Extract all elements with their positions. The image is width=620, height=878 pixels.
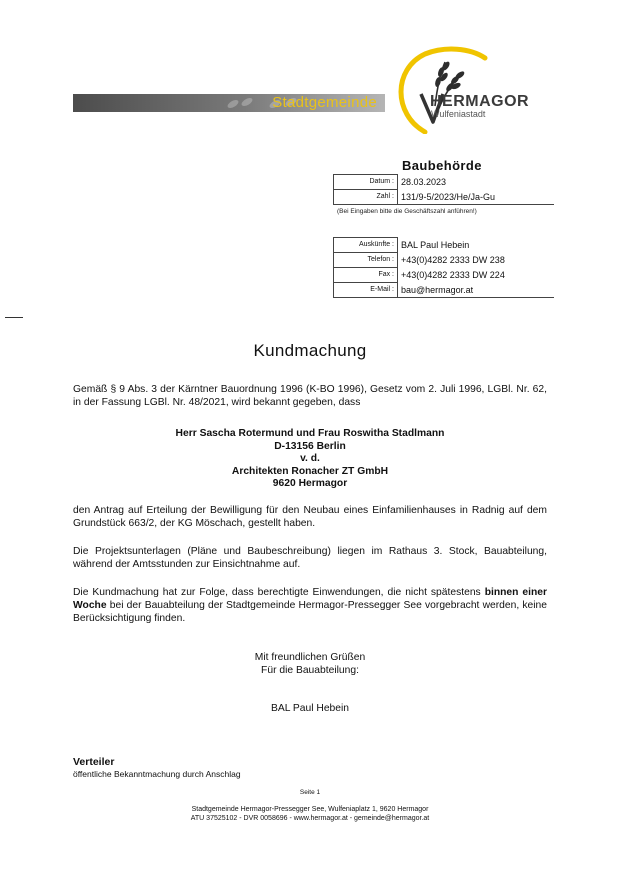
consequence-text-end: bei der Bauabteilung der Stadtgemeinde Hermagor-Pressegger See vorgebracht werden, keine Berücksichtigung finden.: [73, 600, 547, 624]
signatory-name: BAL Paul Hebein: [270, 703, 350, 714]
distribution-text: öffentliche Bekanntmachung durch Anschlag: [73, 769, 241, 779]
banner-text: Stadtgemeinde: [272, 94, 377, 111]
reference-row-date: [334, 175, 555, 190]
consequence-paragraph: [73, 586, 547, 625]
reference-row-number: [334, 190, 555, 205]
contact-label: E-Mail :: [334, 283, 398, 298]
contact-label: Telefon :: [334, 253, 398, 268]
contact-table: [333, 237, 554, 298]
date-value: 28.03.2023: [401, 177, 447, 187]
party-line: Herr Sascha Rotermund und Frau Roswitha Stadlmann: [175, 428, 445, 439]
logo-title: HERMAGOR: [430, 93, 530, 110]
fold-mark: [5, 317, 23, 318]
footer-address: Stadtgemeinde Hermagor-Pressegger See, Wulfeniaplatz 1, 9620 Hermagor: [191, 806, 429, 813]
closing-greeting: Mit freundlichen Grüßen: [254, 652, 366, 663]
party-line: Architekten Ronacher ZT GmbH: [231, 465, 389, 477]
file-number-value: 131/9-5/2023/He/Ja-Gu: [398, 190, 555, 205]
page-number: Seite 1: [299, 789, 321, 796]
contact-row: [334, 238, 555, 253]
document-heading: Kundmachung: [253, 341, 367, 360]
application-paragraph: den Antrag auf Erteilung der Bewilligung für den Neubau eines Einfamilienhauses in Radnig auf dem Grundstück 663/2, der KG Möschach, gestellt haben.: [73, 505, 547, 529]
consequence-text-start: Die Kundmachung hat zur Folge, dass berechtigte Einwendungen, die nicht spätestens: [73, 587, 485, 598]
contact-row: [334, 268, 555, 283]
date-label: Datum :: [334, 175, 398, 190]
intro-paragraph: Gemäß § 9 Abs. 3 der Kärntner Bauordnung 1996 (K-BO 1996), Gesetz vom 2. Juli 1996, LGBl. Nr. 62, in der Fassung LGBl. Nr. 48/2021, wird bekannt gegeben, dass: [73, 384, 547, 408]
closing-department: Für die Bauabteilung:: [261, 665, 359, 676]
header-banner: [73, 94, 385, 112]
contact-row: [334, 283, 555, 298]
parties-block: [73, 428, 547, 491]
file-number-label: Zahl :: [334, 190, 398, 205]
footer: [0, 805, 620, 823]
closing-block: [0, 651, 620, 677]
deadline-text: binnen einer Woche: [73, 587, 548, 611]
documents-paragraph: Die Projektsunterlagen (Pläne und Baubeschreibung) liegen im Rathaus 3. Stock, Bauabteilung, während der Amtsstunden zur Einsichtnahme auf.: [73, 546, 547, 570]
reference-table: [333, 174, 554, 205]
reference-note: (Bei Eingaben bitte die Geschäftszahl anführen!): [337, 208, 477, 215]
wheat-ears-sun-icon: [385, 44, 545, 134]
distribution-title: Verteiler: [73, 756, 115, 768]
contact-value: BAL Paul Hebein: [401, 240, 470, 250]
contact-label: Auskünfte :: [334, 238, 398, 253]
contact-email-value: bau@hermagor.at: [398, 283, 555, 298]
contact-row: [334, 253, 555, 268]
party-line: 9620 Hermagor: [272, 478, 348, 489]
contact-value: +43(0)4282 2333 DW 224: [401, 270, 505, 280]
footer-registry: ATU 37525102 - DVR 0058696 - www.hermagor.at - gemeinde@hermagor.at: [190, 815, 430, 822]
party-line: D-13156 Berlin: [274, 440, 346, 452]
authority-name: Baubehörde: [402, 158, 482, 173]
contact-label: Fax :: [334, 268, 398, 283]
party-line: v. d.: [300, 453, 320, 464]
logo-subtitle: Wulfeniastadt: [431, 109, 486, 119]
contact-value: +43(0)4282 2333 DW 238: [401, 255, 505, 265]
